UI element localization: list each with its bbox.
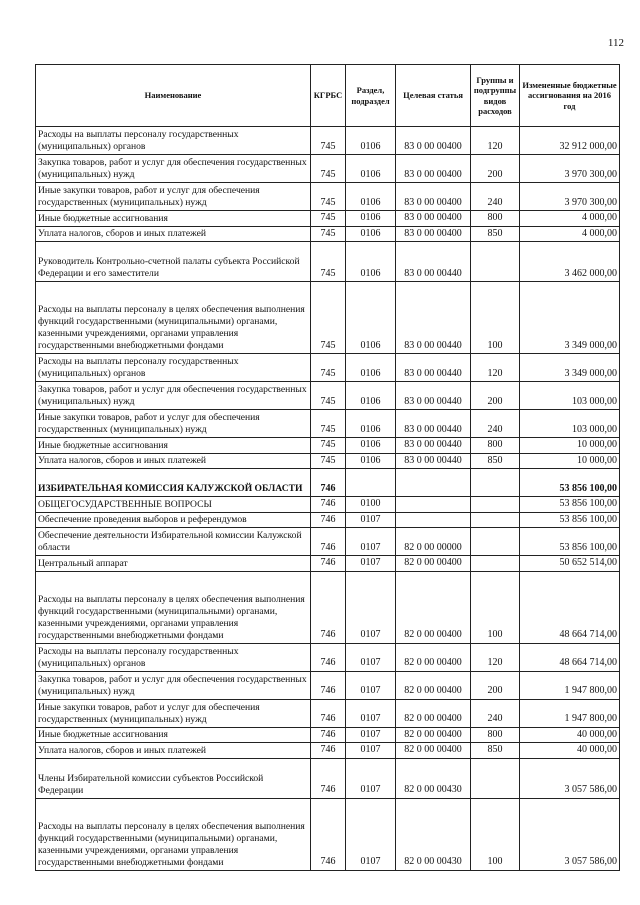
cell-ktrbs: 746 [311, 758, 346, 798]
cell-name: Члены Избирательной комиссии субъектов Российской Федерации [36, 758, 311, 798]
cell-ktrbs: 745 [311, 155, 346, 183]
cell-ktrbs: 745 [311, 127, 346, 155]
cell-name: Уплата налогов, сборов и иных платежей [36, 743, 311, 759]
table-row [36, 211, 620, 227]
table-row [36, 556, 620, 572]
cell-ktrbs: 746 [311, 671, 346, 699]
cell-name: Расходы на выплаты персоналу в целях обеспечения выполнения функций государственными (муниципальными) органами, казенными учреждениями, органами управления государственными внебюджетными фондами [36, 571, 311, 643]
cell-group: 120 [471, 643, 520, 671]
cell-section: 0106 [346, 410, 396, 438]
cell-amount: 40 000,00 [520, 727, 620, 743]
cell-name: Расходы на выплаты персоналу в целях обеспечения выполнения функций государственными (муниципальными) органами, казенными учреждениями, органами управления государственными внебюджетными фондами [36, 282, 311, 354]
cell-name: Центральный аппарат [36, 556, 311, 572]
cell-group: 100 [471, 798, 520, 870]
cell-group [471, 497, 520, 513]
cell-name: Иные бюджетные ассигнования [36, 727, 311, 743]
cell-target: 82 0 00 00000 [396, 528, 471, 556]
table-row [36, 242, 620, 282]
cell-name: Расходы на выплаты персоналу государственных (муниципальных) органов [36, 354, 311, 382]
cell-section: 0100 [346, 497, 396, 513]
cell-name: Закупка товаров, работ и услуг для обеспечения государственных (муниципальных) нужд [36, 671, 311, 699]
cell-ktrbs: 745 [311, 438, 346, 454]
cell-group [471, 469, 520, 497]
cell-group: 100 [471, 282, 520, 354]
cell-name: Иные закупки товаров, работ и услуг для обеспечения государственных (муниципальных) нужд [36, 699, 311, 727]
cell-amount: 53 856 100,00 [520, 497, 620, 513]
cell-amount: 3 970 300,00 [520, 155, 620, 183]
cell-target: 83 0 00 00400 [396, 155, 471, 183]
cell-amount: 40 000,00 [520, 743, 620, 759]
cell-ktrbs: 745 [311, 453, 346, 469]
cell-amount: 10 000,00 [520, 453, 620, 469]
cell-ktrbs: 745 [311, 183, 346, 211]
header-name: Наименование [36, 65, 311, 127]
cell-target [396, 512, 471, 528]
cell-ktrbs: 745 [311, 410, 346, 438]
cell-section: 0106 [346, 155, 396, 183]
cell-amount: 48 664 714,00 [520, 571, 620, 643]
cell-group: 120 [471, 127, 520, 155]
cell-name: Расходы на выплаты персоналу в целях обеспечения выполнения функций государственными (муниципальными) органами, казенными учреждениями, органами управления государственными внебюджетными фондами [36, 798, 311, 870]
cell-target: 82 0 00 00430 [396, 758, 471, 798]
cell-ktrbs: 746 [311, 528, 346, 556]
cell-target: 83 0 00 00440 [396, 242, 471, 282]
cell-name: Расходы на выплаты персоналу государственных (муниципальных) органов [36, 127, 311, 155]
table-body [36, 127, 620, 871]
cell-target: 82 0 00 00400 [396, 556, 471, 572]
cell-target: 82 0 00 00400 [396, 727, 471, 743]
header-section: Раздел, подраздел [346, 65, 396, 127]
cell-ktrbs: 745 [311, 211, 346, 227]
cell-section [346, 469, 396, 497]
table-row [36, 497, 620, 513]
cell-target: 82 0 00 00400 [396, 643, 471, 671]
cell-name: Иные закупки товаров, работ и услуг для обеспечения государственных (муниципальных) нужд [36, 410, 311, 438]
cell-group: 240 [471, 699, 520, 727]
cell-ktrbs: 745 [311, 354, 346, 382]
header-amount: Измененные бюджетные ассигнования на 2016 год [520, 65, 620, 127]
cell-section: 0106 [346, 211, 396, 227]
cell-ktrbs: 745 [311, 382, 346, 410]
cell-target [396, 469, 471, 497]
cell-amount: 53 856 100,00 [520, 528, 620, 556]
cell-ktrbs: 746 [311, 798, 346, 870]
table-row [36, 282, 620, 354]
cell-section: 0106 [346, 127, 396, 155]
cell-amount: 50 652 514,00 [520, 556, 620, 572]
cell-name: Обеспечение проведения выборов и референдумов [36, 512, 311, 528]
cell-amount: 48 664 714,00 [520, 643, 620, 671]
page-number: 112 [607, 37, 624, 49]
table-row [36, 127, 620, 155]
cell-group: 850 [471, 453, 520, 469]
cell-ktrbs: 745 [311, 282, 346, 354]
cell-target: 83 0 00 00440 [396, 382, 471, 410]
cell-section: 0106 [346, 453, 396, 469]
cell-group: 200 [471, 155, 520, 183]
cell-name: Расходы на выплаты персоналу государственных (муниципальных) органов [36, 643, 311, 671]
cell-group: 850 [471, 743, 520, 759]
cell-section: 0106 [346, 354, 396, 382]
cell-amount: 103 000,00 [520, 382, 620, 410]
cell-section: 0106 [346, 282, 396, 354]
cell-target: 83 0 00 00440 [396, 282, 471, 354]
cell-target: 82 0 00 00400 [396, 571, 471, 643]
table-row [36, 382, 620, 410]
cell-target: 83 0 00 00440 [396, 354, 471, 382]
cell-ktrbs: 746 [311, 727, 346, 743]
cell-section: 0107 [346, 758, 396, 798]
cell-amount: 3 349 000,00 [520, 354, 620, 382]
cell-amount: 103 000,00 [520, 410, 620, 438]
cell-target [396, 497, 471, 513]
table-row [36, 226, 620, 242]
cell-name: ИЗБИРАТЕЛЬНАЯ КОМИССИЯ КАЛУЖСКОЙ ОБЛАСТИ [36, 469, 311, 497]
cell-name: Руководитель Контрольно-счетной палаты субъекта Российской Федерации и его заместители [36, 242, 311, 282]
cell-ktrbs: 746 [311, 743, 346, 759]
cell-target: 82 0 00 00400 [396, 671, 471, 699]
table-header-row [36, 65, 620, 127]
cell-amount: 1 947 800,00 [520, 671, 620, 699]
table-row [36, 469, 620, 497]
cell-amount: 4 000,00 [520, 211, 620, 227]
cell-name: Закупка товаров, работ и услуг для обеспечения государственных (муниципальных) нужд [36, 155, 311, 183]
cell-name: Иные бюджетные ассигнования [36, 211, 311, 227]
table-row [36, 512, 620, 528]
cell-group [471, 512, 520, 528]
cell-section: 0107 [346, 699, 396, 727]
cell-section: 0107 [346, 727, 396, 743]
cell-group: 240 [471, 183, 520, 211]
cell-amount: 3 057 586,00 [520, 798, 620, 870]
table-row [36, 453, 620, 469]
cell-amount: 53 856 100,00 [520, 512, 620, 528]
table-row [36, 798, 620, 870]
cell-section: 0107 [346, 671, 396, 699]
cell-name: Иные бюджетные ассигнования [36, 438, 311, 454]
cell-ktrbs: 746 [311, 556, 346, 572]
cell-name: Иные закупки товаров, работ и услуг для обеспечения государственных (муниципальных) нужд [36, 183, 311, 211]
cell-ktrbs: 745 [311, 226, 346, 242]
cell-amount: 10 000,00 [520, 438, 620, 454]
cell-ktrbs: 746 [311, 497, 346, 513]
cell-group: 200 [471, 382, 520, 410]
cell-name: Уплата налогов, сборов и иных платежей [36, 226, 311, 242]
table-row [36, 528, 620, 556]
cell-name: Обеспечение деятельности Избирательной комиссии Калужской области [36, 528, 311, 556]
cell-ktrbs: 746 [311, 571, 346, 643]
table-row [36, 758, 620, 798]
cell-group: 200 [471, 671, 520, 699]
table-row [36, 183, 620, 211]
cell-amount: 3 349 000,00 [520, 282, 620, 354]
cell-group: 850 [471, 226, 520, 242]
cell-section: 0107 [346, 798, 396, 870]
cell-amount: 3 970 300,00 [520, 183, 620, 211]
header-ktrbs: КГРБС [311, 65, 346, 127]
cell-ktrbs: 745 [311, 242, 346, 282]
table-row [36, 155, 620, 183]
cell-ktrbs: 746 [311, 643, 346, 671]
cell-target: 82 0 00 00400 [396, 743, 471, 759]
cell-section: 0107 [346, 556, 396, 572]
cell-amount: 32 912 000,00 [520, 127, 620, 155]
cell-group [471, 758, 520, 798]
table-row [36, 727, 620, 743]
cell-section: 0106 [346, 183, 396, 211]
budget-table [35, 64, 620, 871]
cell-target: 83 0 00 00400 [396, 211, 471, 227]
cell-target: 83 0 00 00400 [396, 127, 471, 155]
cell-amount: 53 856 100,00 [520, 469, 620, 497]
cell-section: 0106 [346, 226, 396, 242]
cell-group: 100 [471, 571, 520, 643]
cell-section: 0107 [346, 743, 396, 759]
cell-amount: 1 947 800,00 [520, 699, 620, 727]
cell-target: 82 0 00 00400 [396, 699, 471, 727]
table-row [36, 438, 620, 454]
cell-group [471, 528, 520, 556]
cell-target: 83 0 00 00400 [396, 226, 471, 242]
cell-target: 83 0 00 00440 [396, 410, 471, 438]
cell-section: 0107 [346, 571, 396, 643]
cell-group [471, 242, 520, 282]
cell-group: 120 [471, 354, 520, 382]
cell-ktrbs: 746 [311, 512, 346, 528]
cell-target: 83 0 00 00440 [396, 453, 471, 469]
header-target: Целевая статья [396, 65, 471, 127]
table-row [36, 571, 620, 643]
header-groups: Группы и подгруппы видов расходов [471, 65, 520, 127]
cell-group: 240 [471, 410, 520, 438]
cell-group [471, 556, 520, 572]
cell-name: ОБЩЕГОСУДАРСТВЕННЫЕ ВОПРОСЫ [36, 497, 311, 513]
table-row [36, 671, 620, 699]
cell-target: 82 0 00 00430 [396, 798, 471, 870]
cell-section: 0107 [346, 512, 396, 528]
cell-ktrbs: 746 [311, 699, 346, 727]
table-row [36, 699, 620, 727]
table-row [36, 410, 620, 438]
cell-group: 800 [471, 438, 520, 454]
cell-amount: 3 462 000,00 [520, 242, 620, 282]
cell-section: 0106 [346, 382, 396, 410]
cell-section: 0107 [346, 643, 396, 671]
cell-section: 0106 [346, 242, 396, 282]
cell-group: 800 [471, 727, 520, 743]
cell-section: 0106 [346, 438, 396, 454]
cell-amount: 4 000,00 [520, 226, 620, 242]
table-row [36, 743, 620, 759]
cell-ktrbs: 746 [311, 469, 346, 497]
cell-name: Уплата налогов, сборов и иных платежей [36, 453, 311, 469]
table-row [36, 643, 620, 671]
table-row [36, 354, 620, 382]
cell-group: 800 [471, 211, 520, 227]
cell-target: 83 0 00 00400 [396, 183, 471, 211]
cell-target: 83 0 00 00440 [396, 438, 471, 454]
cell-amount: 3 057 586,00 [520, 758, 620, 798]
cell-section: 0107 [346, 528, 396, 556]
cell-name: Закупка товаров, работ и услуг для обеспечения государственных (муниципальных) нужд [36, 382, 311, 410]
